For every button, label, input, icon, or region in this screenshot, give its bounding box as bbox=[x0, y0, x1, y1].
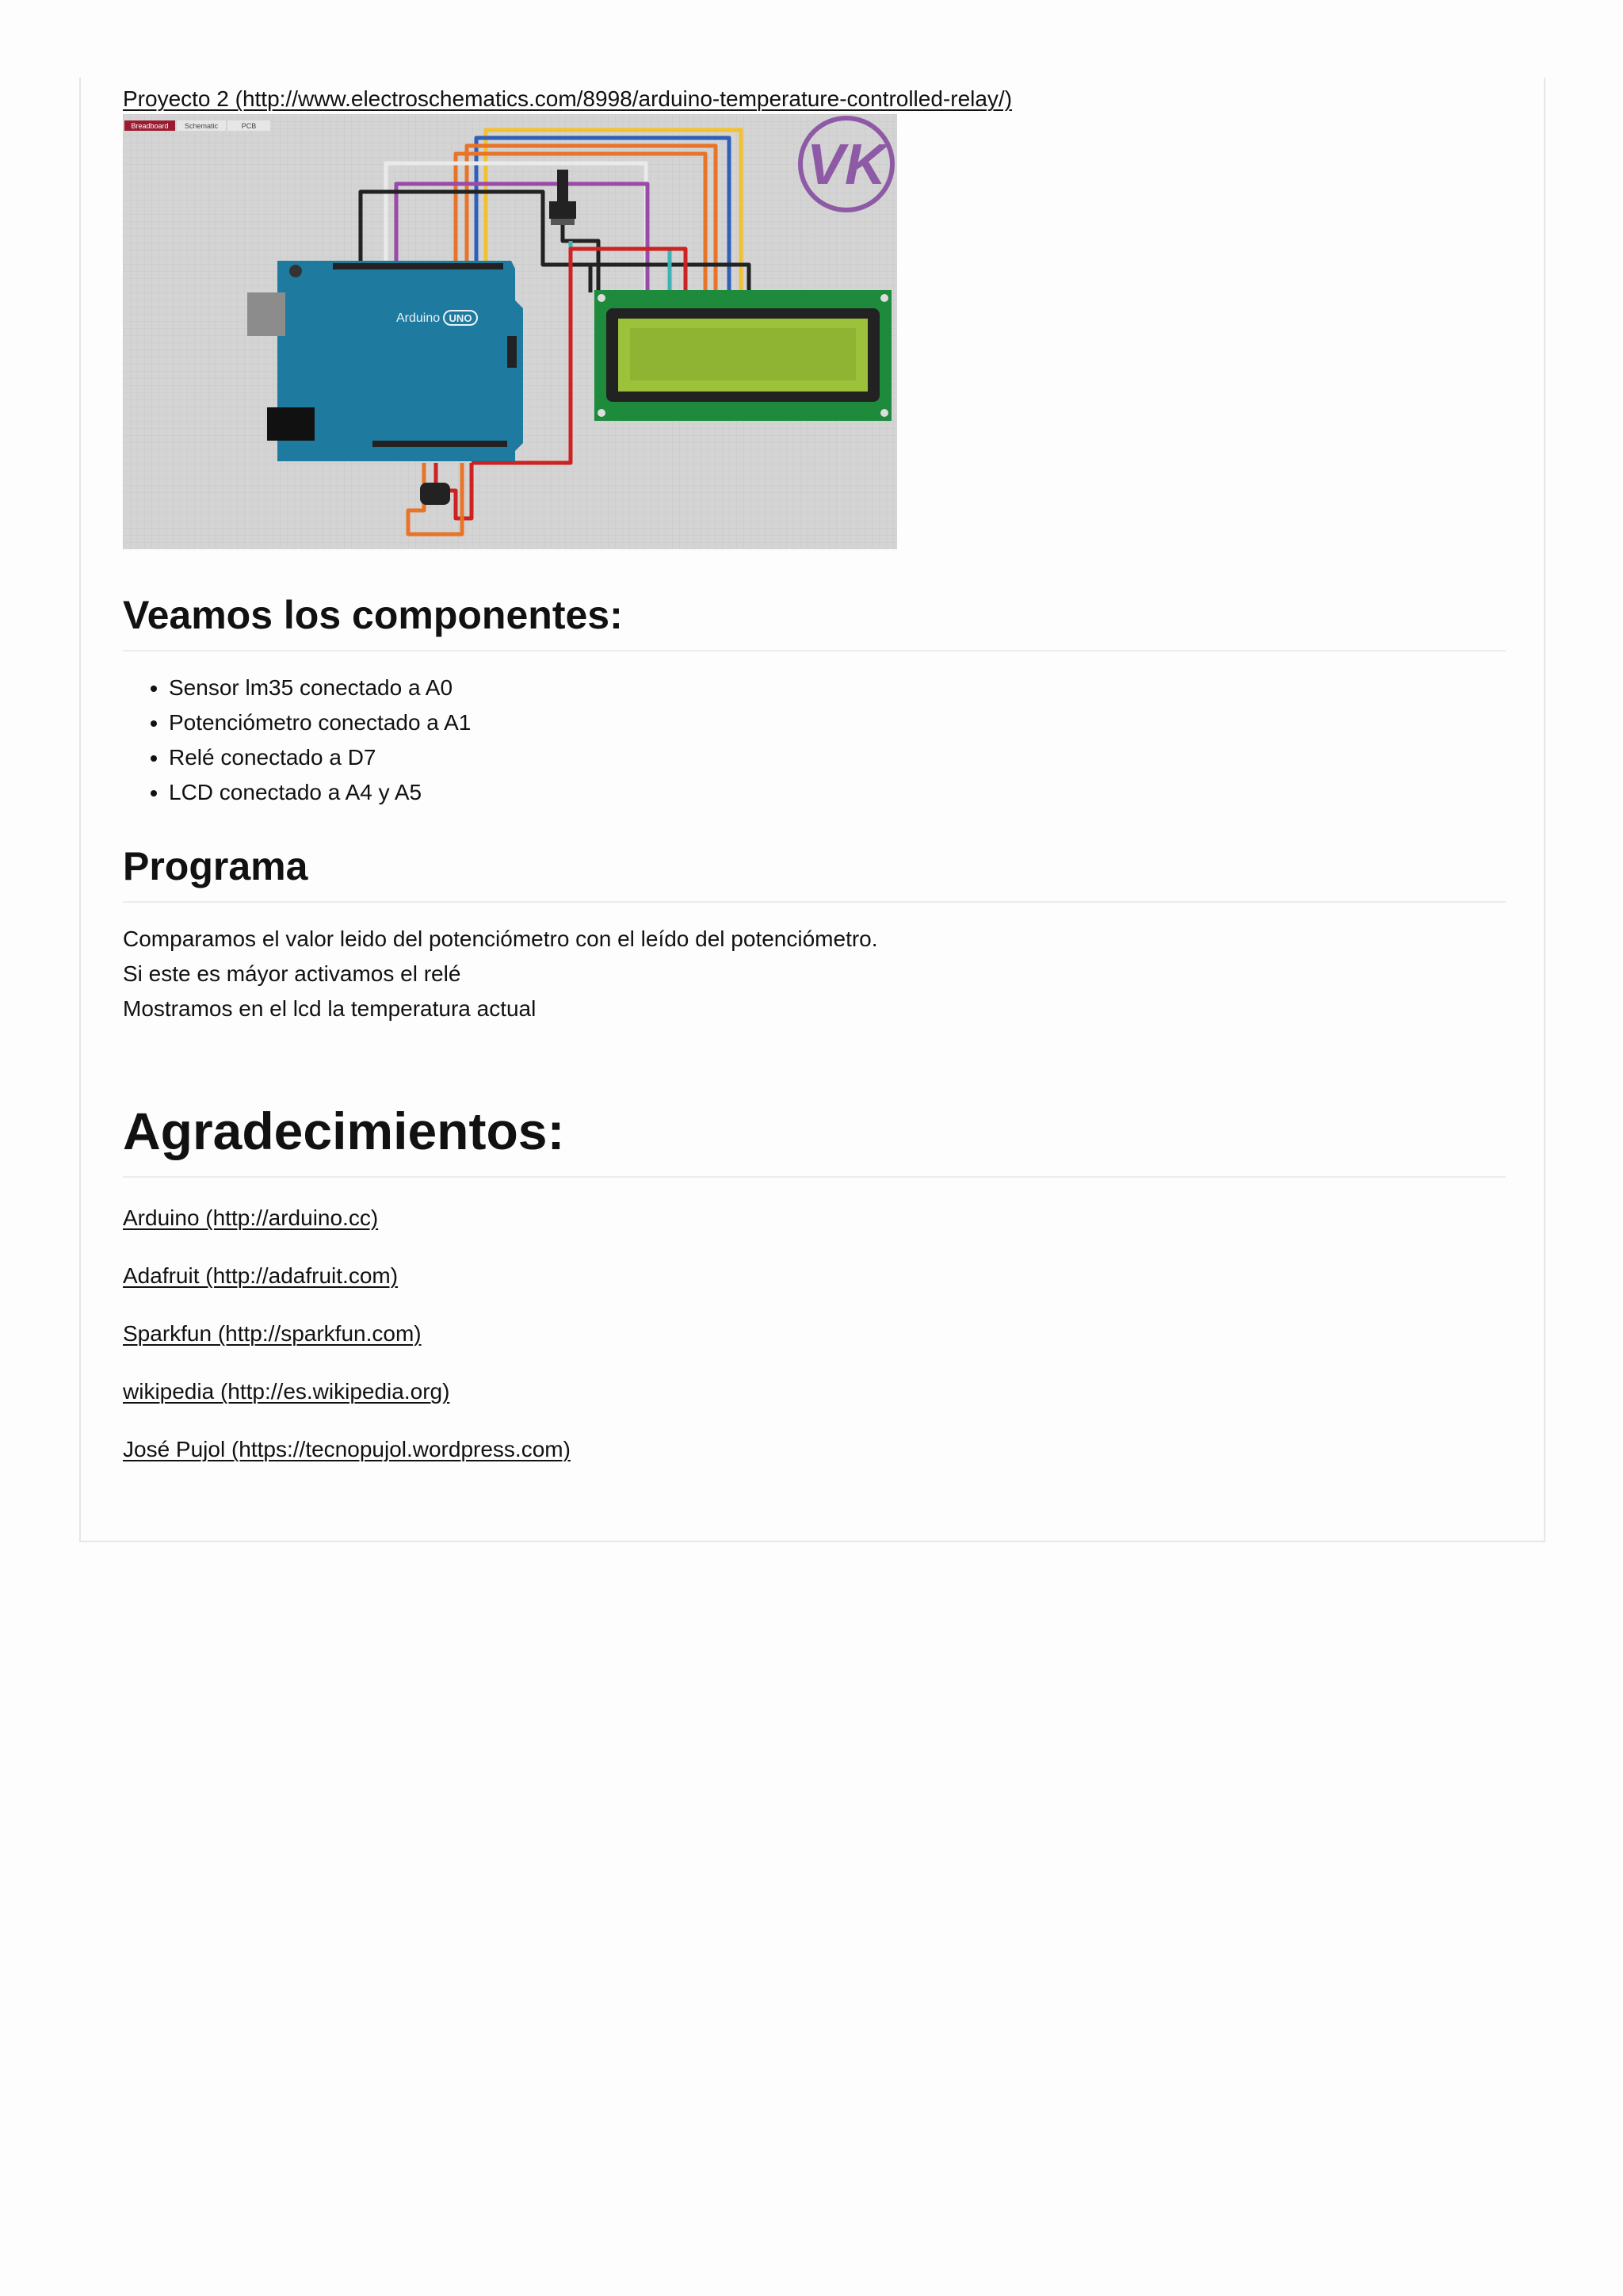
adafruit-link[interactable]: Adafruit (http://adafruit.com) bbox=[123, 1263, 399, 1288]
program-line: Mostramos en el lcd la temperatura actual bbox=[123, 996, 537, 1021]
tab-breadboard-label: Breadboard bbox=[131, 122, 169, 130]
program-line: Comparamos el valor leido del potenciómetro con el leído del potenciómetro. bbox=[123, 926, 878, 951]
usb-port-icon bbox=[247, 292, 285, 336]
list-item: • Relé conectado a D7 bbox=[169, 740, 1506, 775]
program-heading: Programa bbox=[123, 844, 308, 888]
arduino-board bbox=[247, 261, 523, 461]
thanks-heading: Agradecimientos: bbox=[123, 1102, 565, 1160]
jose-pujol-link[interactable]: José Pujol (https://tecnopujol.wordpress.com) bbox=[123, 1436, 571, 1461]
figure-tabs bbox=[124, 120, 270, 131]
project-2-link[interactable]: Proyecto 2 (http://www.electroschematics.com/8998/arduino-temperature-controlled-relay/) bbox=[123, 86, 1013, 111]
program-description bbox=[123, 922, 1506, 1026]
breadboard-figure bbox=[123, 114, 897, 549]
components-list bbox=[123, 670, 1506, 810]
tab-schematic-label: Schematic bbox=[184, 122, 219, 130]
program-line: Si este es máyor activamos el relé bbox=[123, 961, 461, 986]
power-jack-icon bbox=[267, 407, 315, 441]
wikipedia-link[interactable]: wikipedia (http://es.wikipedia.org) bbox=[123, 1378, 450, 1404]
board-label: Arduino bbox=[396, 311, 441, 325]
list-item: • Sensor lm35 conectado a A0 bbox=[169, 670, 1506, 705]
board-model: UNO bbox=[449, 312, 472, 324]
list-item: • Potenciómetro conectado a A1 bbox=[169, 705, 1506, 740]
lm35-sensor-icon bbox=[420, 483, 450, 505]
tab-pcb-label: PCB bbox=[241, 122, 257, 130]
arduino-link[interactable]: Arduino (http://arduino.cc) bbox=[123, 1205, 379, 1230]
components-heading: Veamos los componentes: bbox=[123, 593, 623, 637]
svg-text:VK: VK bbox=[806, 133, 887, 197]
main-content bbox=[123, 78, 1506, 1494]
lcd-module bbox=[594, 290, 892, 421]
reset-button-icon bbox=[289, 265, 302, 277]
thanks-links bbox=[123, 1205, 1506, 1494]
list-item: • LCD conectado a A4 y A5 bbox=[169, 775, 1506, 810]
sparkfun-link[interactable]: Sparkfun (http://sparkfun.com) bbox=[123, 1320, 422, 1346]
